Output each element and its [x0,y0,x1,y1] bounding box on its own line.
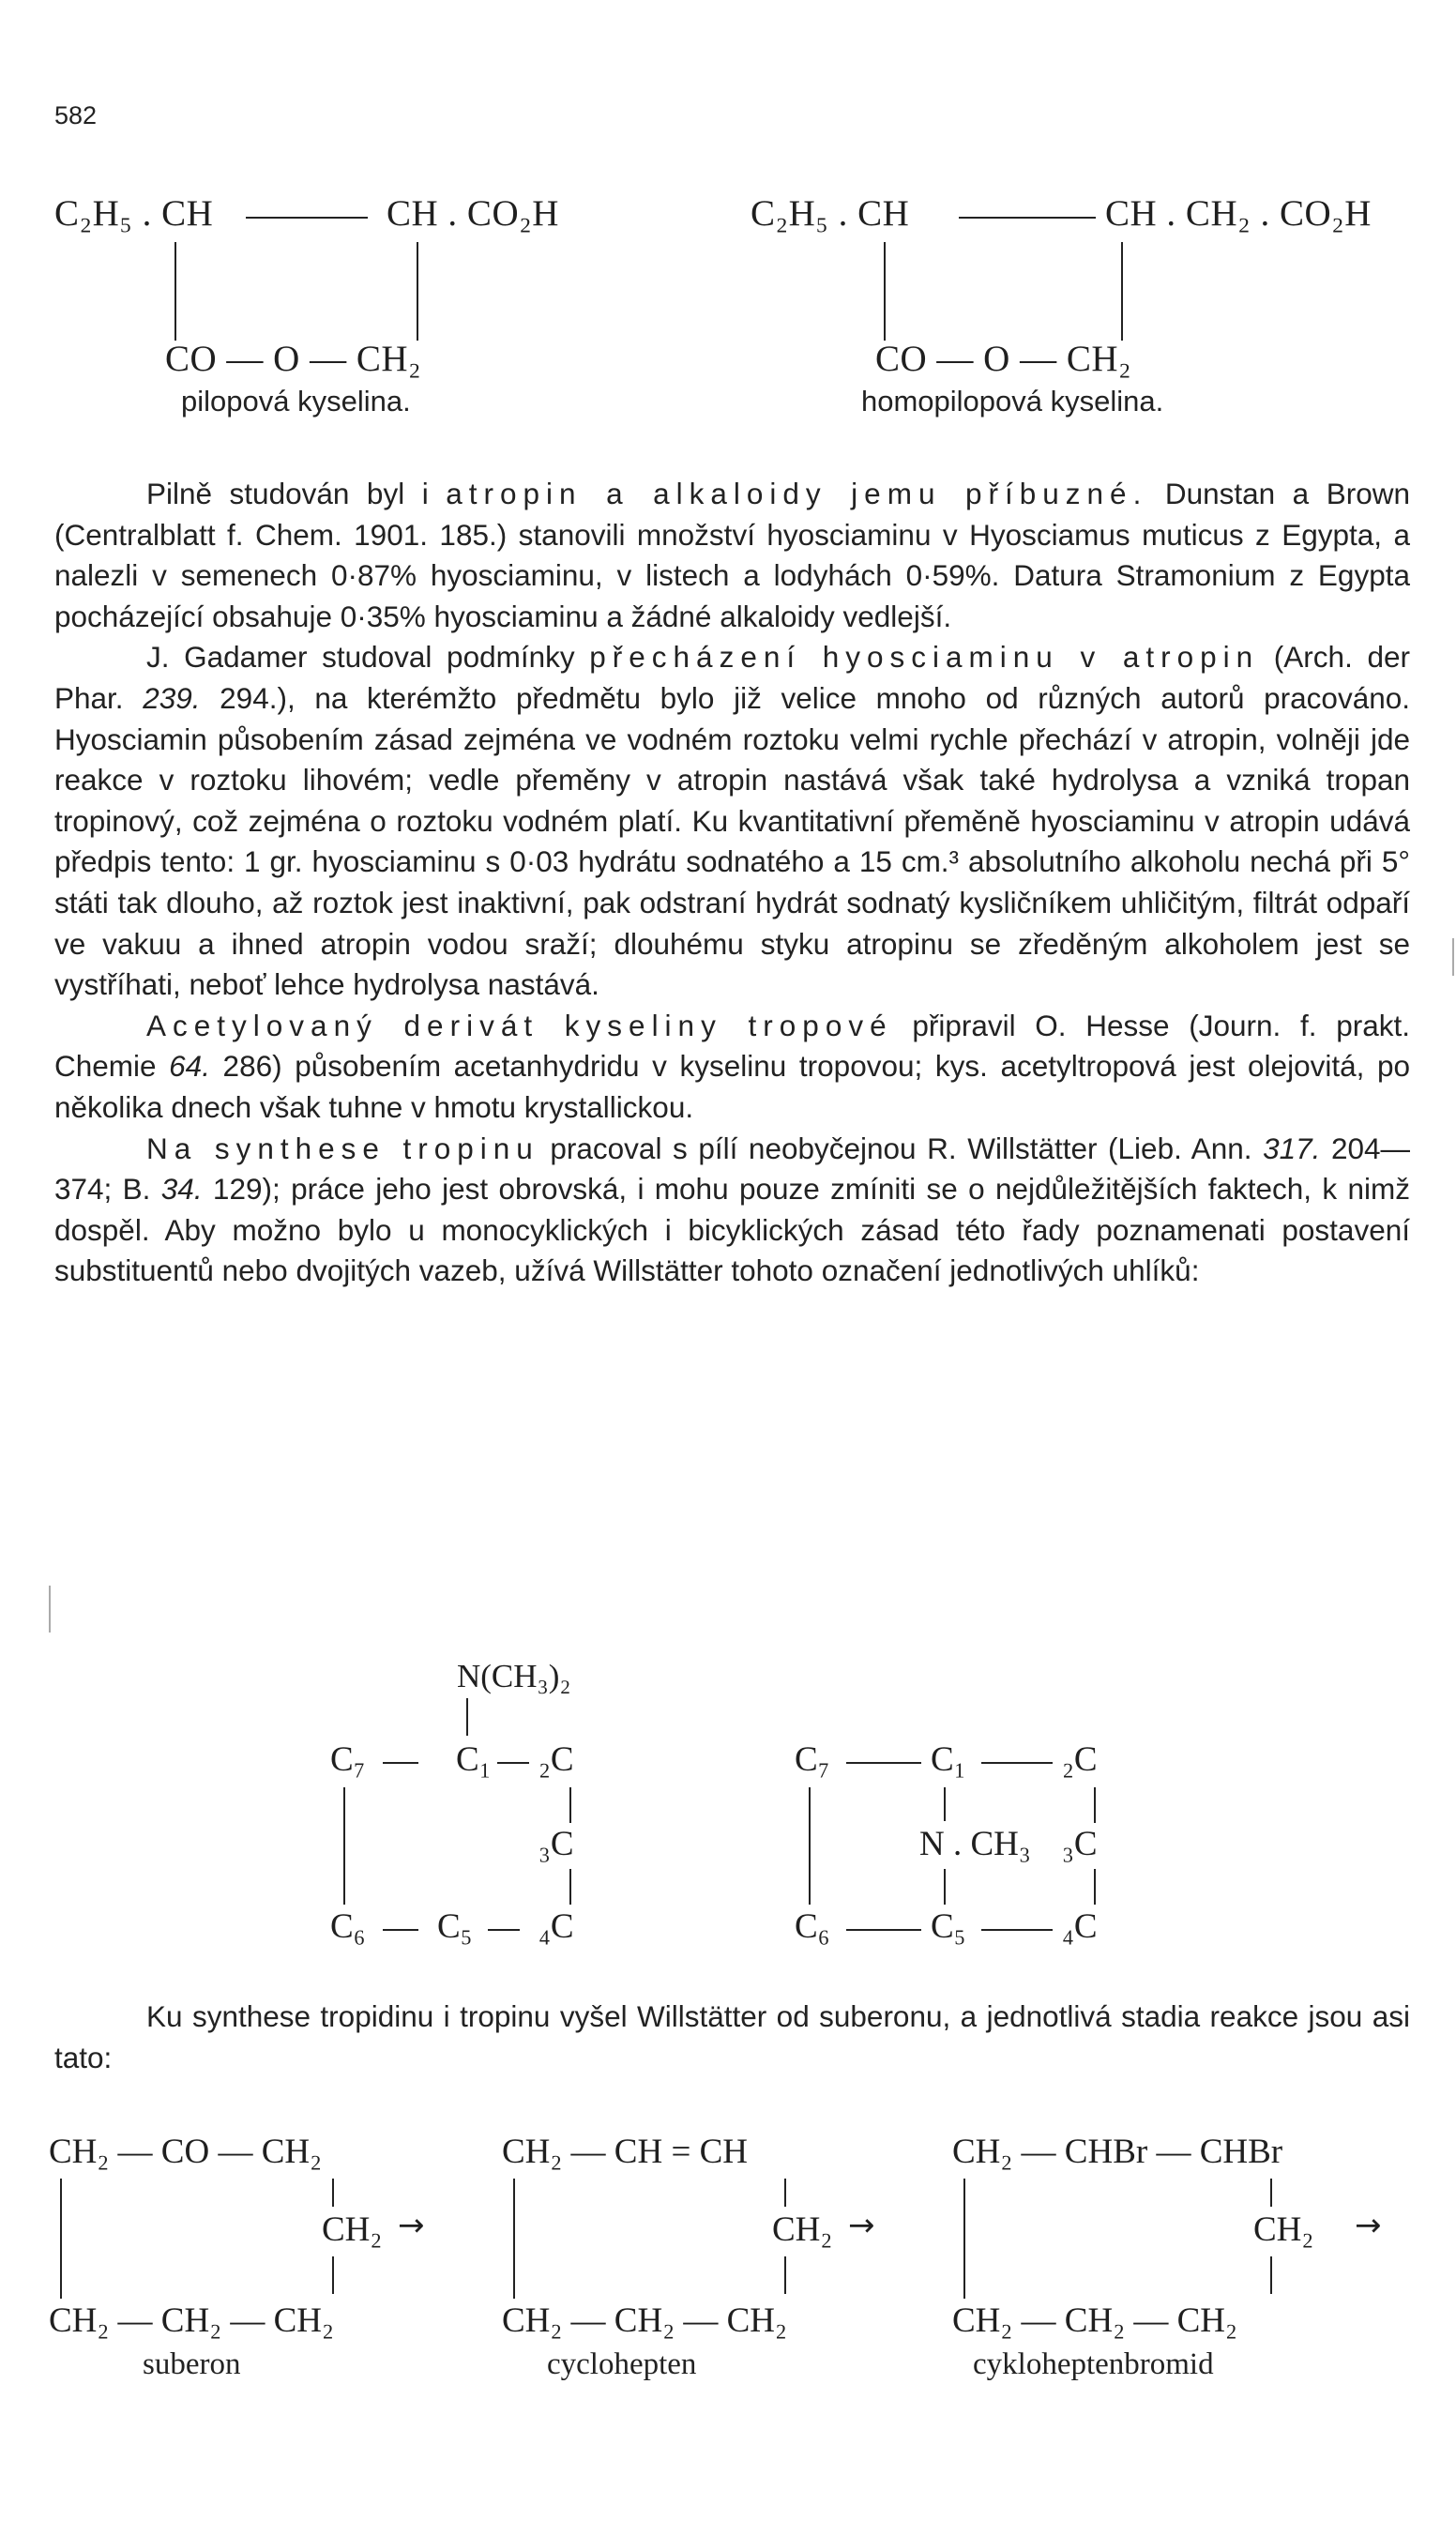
carbon-label: ₂C [1062,1740,1098,1779]
formula-bottom: CO — O — CH₂ [165,339,422,379]
bond-line [332,2179,334,2207]
reaction-arrow: → [398,2207,425,2244]
bond-line [246,217,368,219]
text-run: Dunstan a Brown (Centralblatt f. Chem. 1901. 185.) stanovili množství hyosciaminu v Hyosciamus muticus z Egypta, a nalezli v semenech 0·87% hyosciaminu, v listech a lodyhách 0·59%. Datura Stramonium z Egypta pocházející obsahuje 0·35% hyosciaminu a žádné alkaloidy vedlejší. [54,477,1411,633]
emphasis-text: Acetylovaný derivát kyseliny tropové [146,1008,893,1042]
text-run: Pilně studován byl i [146,477,447,510]
formula-caption: homopilopová kyselina. [861,385,1164,418]
structure-top: CH₂ — CH = CH [502,2133,748,2171]
volume-number: 34. [160,1172,203,1207]
bond-line [1094,1869,1096,1905]
bond-line [784,2179,786,2207]
bond-line [884,242,886,341]
bond-line [513,2179,515,2299]
text-run: 286) působením acetanhydridu v kyselinu tropovou; kys. acetyltropová jest olejovitá, po několika dnech však tuhne v hmotu krystallickou. [54,1049,1411,1124]
structure-middle: CH₂ [322,2210,383,2249]
carbon-label: C₅ [437,1907,473,1946]
bond-line [1270,2179,1272,2207]
carbon-label: C₇ [330,1740,366,1779]
bond-line [332,2256,334,2294]
volume-number: 317. [1263,1131,1321,1165]
reaction-arrow: → [1355,2207,1382,2244]
bond-line [846,1762,921,1764]
bond-line [944,1787,946,1821]
main-text-2 [54,1997,1410,2078]
bond-line [981,1929,1053,1931]
bond-line [488,1929,520,1931]
bond-line [569,1787,571,1823]
structure-top: CH₂ — CHBr — CHBr [952,2133,1283,2171]
bond-line [174,242,176,341]
volume-number: 64. [169,1049,210,1084]
text-run: 204—374; B. [54,1131,1411,1207]
paragraph [54,1006,1410,1129]
substituent-label: N(CH₃)₂ [457,1658,571,1694]
margin-mark [1452,938,1454,976]
bond-line [569,1869,571,1905]
carbon-label: C₁ [931,1740,966,1779]
nitrogen-label: N . CH₃ [919,1825,1031,1863]
volume-number: 239. [143,680,201,715]
bond-line [784,2256,786,2294]
structure-bottom: CH₂ — CH₂ — CH₂ [49,2301,334,2340]
paragraph [54,637,1410,1005]
carbon-label: C₅ [931,1907,966,1946]
paragraph: Ku synthese tropidinu i tropinu vyšel Willstätter od suberonu, a jednotlivá stadia reakce jsou asi tato: [54,1999,1410,2074]
carbon-label: ₄C [1062,1907,1098,1946]
bond-line [963,2179,965,2299]
structure-bottom: CH₂ — CH₂ — CH₂ [502,2301,787,2340]
structure-bottom: CH₂ — CH₂ — CH₂ [952,2301,1237,2340]
emphasis-text: přecházení hyosciaminu v atropin [589,640,1260,675]
carbon-label: C₆ [330,1907,366,1946]
bond-line [383,1929,418,1931]
bond-line [944,1869,946,1905]
carbon-label: C₇ [795,1740,830,1779]
bond-line [981,1762,1053,1764]
bond-line [1094,1787,1096,1823]
structure-caption: suberon [143,2347,241,2381]
carbon-label: C₁ [456,1740,492,1779]
bond-line [417,242,418,341]
formula-top-left: C₂H₅ . CH [54,193,214,234]
structure-middle: CH₂ [772,2210,833,2249]
margin-mark [49,1586,51,1633]
structure-middle: CH₂ [1253,2210,1314,2249]
paragraph [54,474,1410,637]
text-run: pracoval s pílí neobyčejnou R. Willstätter (Lieb. Ann. [538,1131,1264,1165]
reaction-arrow: → [848,2207,875,2244]
carbon-label: ₄C [538,1907,574,1946]
carbon-label: ₃C [538,1825,574,1863]
text-run: připravil O. Hesse (Journ. f. prakt. Chemie [54,1008,1410,1084]
bond-line [959,217,1096,219]
formula-caption: pilopová kyselina. [181,385,411,418]
bond-line [1270,2256,1272,2294]
formula-top-right: CH . CH₂ . CO₂H [1105,193,1372,234]
bond-line [343,1787,345,1905]
text-run: 294.), na kterémžto předmětu bylo již velice mnoho od různých autorů pracováno. Hyosciamin působením zásad zejména ve vodném roztoku velmi rychle přechází v atropin, volněji jde reakce v roztoku lihovém; vedle přeměny v atropin nastává však také hydrolysa a vzniká tropan tropinový, což zejména o roztoku vodném platí. Ku kvantitativní přeměně hyosciaminu v atropin udává předpis tento: 1 gr. hyosciaminu s 0·03 hydrátu sodnatého a 15 cm.³ absolutního alkoholu nechá při 5° státi tak dlouho, až roztok jest inaktivní, pak odstraní hydrát sodnatý kysličníkem uhličitým, filtrát odpaří ve vakuu a ihned atropin vodou sraží; dlouhému styku atropinu se zředěným alkoholem jest se vystříhati, neboť lehce hydrolysa nastává. [54,680,1411,1002]
formula-top-right: CH . CO₂H [387,193,559,234]
formula-bottom: CO — O — CH₂ [875,339,1132,379]
emphasis-text: atropin a alkaloidy jemu příbuzné. [446,477,1148,510]
bond-line [497,1762,529,1764]
bond-line [846,1929,921,1931]
main-text [54,474,1410,1292]
bond-line [383,1762,418,1764]
bond-line [809,1787,811,1905]
formula-top-left: C₂H₅ . CH [751,193,910,234]
carbon-label: C₆ [795,1907,830,1946]
page-number: 582 [54,101,98,129]
bond-line [1121,242,1123,341]
text-run: J. Gadamer studoval podmínky [146,640,590,675]
text-run: 129); práce jeho jest obrovská, i mohu pouze zmíniti se o nejdůležitějších faktech, k nimž dospěl. Aby možno bylo u monocyklických i bicyklických zásad této řady poznamenati postavení substituentů nebo dvojitých vazeb, užívá Willstätter tohoto označení jednotlivých uhlíků: [54,1172,1410,1288]
bond-line [60,2179,62,2299]
structure-caption: cyclohepten [547,2347,697,2381]
structure-top: CH₂ — CO — CH₂ [49,2133,322,2171]
carbon-label: ₃C [1062,1825,1098,1863]
text-run: (Arch. der Phar. [54,640,1410,715]
paragraph [54,1129,1410,1292]
bond-line [466,1698,468,1736]
carbon-label: ₂C [538,1740,574,1779]
structure-caption: cykloheptenbromid [973,2347,1214,2381]
emphasis-text: Na synthese tropinu [146,1131,539,1165]
